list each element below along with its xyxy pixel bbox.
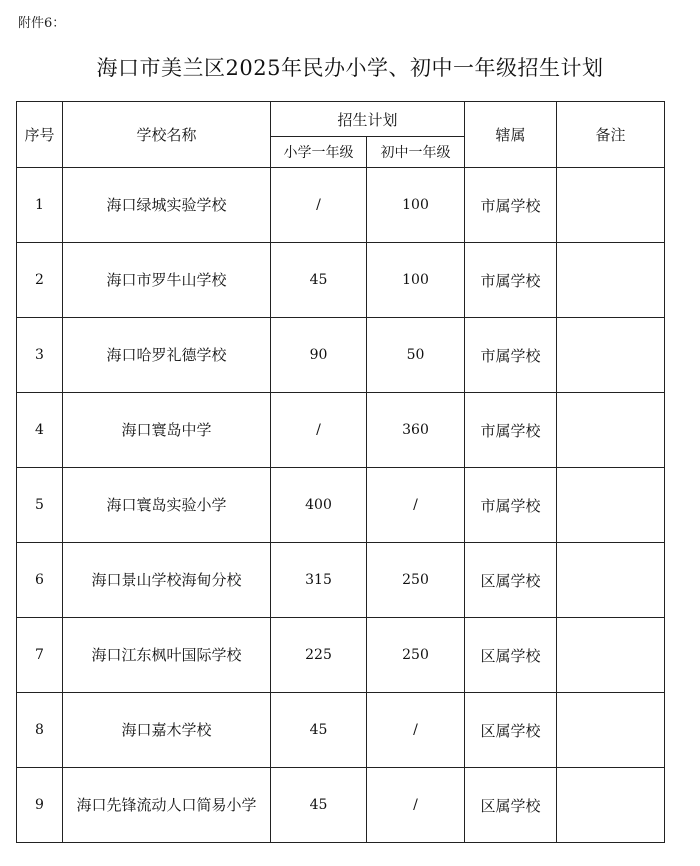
cell-affiliation: 市属学校 bbox=[465, 468, 557, 543]
table-row bbox=[17, 618, 665, 693]
cell-junior-plan: 360 bbox=[367, 393, 465, 468]
cell-school-name: 海口嘉木学校 bbox=[63, 693, 271, 768]
cell-index: 2 bbox=[17, 243, 63, 318]
cell-affiliation: 区属学校 bbox=[465, 543, 557, 618]
cell-affiliation: 市属学校 bbox=[465, 168, 557, 243]
header-affiliation: 辖属 bbox=[465, 102, 557, 168]
cell-junior-plan: / bbox=[367, 693, 465, 768]
cell-school-name: 海口景山学校海甸分校 bbox=[63, 543, 271, 618]
cell-school-name: 海口绿城实验学校 bbox=[63, 168, 271, 243]
cell-junior-plan: / bbox=[367, 768, 465, 843]
cell-junior-plan: / bbox=[367, 468, 465, 543]
cell-index: 9 bbox=[17, 768, 63, 843]
cell-junior-plan: 100 bbox=[367, 168, 465, 243]
cell-school-name: 海口市罗牛山学校 bbox=[63, 243, 271, 318]
table-row bbox=[17, 168, 665, 243]
cell-index: 4 bbox=[17, 393, 63, 468]
table-row bbox=[17, 768, 665, 843]
cell-remarks bbox=[557, 468, 665, 543]
table-row bbox=[17, 693, 665, 768]
cell-primary-plan: 90 bbox=[271, 318, 367, 393]
attachment-label: 附件6： bbox=[18, 16, 66, 31]
table-row bbox=[17, 543, 665, 618]
cell-remarks bbox=[557, 243, 665, 318]
header-enrollment-plan: 招生计划 bbox=[271, 102, 465, 137]
header-index: 序号 bbox=[17, 102, 63, 168]
cell-primary-plan: / bbox=[271, 168, 367, 243]
cell-junior-plan: 250 bbox=[367, 618, 465, 693]
cell-index: 1 bbox=[17, 168, 63, 243]
cell-remarks bbox=[557, 693, 665, 768]
cell-primary-plan: 45 bbox=[271, 768, 367, 843]
table-body bbox=[17, 168, 665, 843]
cell-index: 6 bbox=[17, 543, 63, 618]
cell-school-name: 海口江东枫叶国际学校 bbox=[63, 618, 271, 693]
table-row bbox=[17, 393, 665, 468]
cell-junior-plan: 50 bbox=[367, 318, 465, 393]
cell-remarks bbox=[557, 618, 665, 693]
table-row bbox=[17, 318, 665, 393]
cell-primary-plan: 45 bbox=[271, 693, 367, 768]
cell-school-name: 海口寰岛中学 bbox=[63, 393, 271, 468]
header-school-name: 学校名称 bbox=[63, 102, 271, 168]
cell-index: 5 bbox=[17, 468, 63, 543]
cell-remarks bbox=[557, 543, 665, 618]
cell-remarks bbox=[557, 318, 665, 393]
cell-affiliation: 市属学校 bbox=[465, 243, 557, 318]
cell-primary-plan: / bbox=[271, 393, 367, 468]
table-row bbox=[17, 468, 665, 543]
cell-junior-plan: 100 bbox=[367, 243, 465, 318]
cell-primary-plan: 315 bbox=[271, 543, 367, 618]
cell-affiliation: 区属学校 bbox=[465, 693, 557, 768]
cell-primary-plan: 225 bbox=[271, 618, 367, 693]
cell-remarks bbox=[557, 393, 665, 468]
cell-index: 3 bbox=[17, 318, 63, 393]
table-row bbox=[17, 243, 665, 318]
header-primary-grade1: 小学一年级 bbox=[271, 137, 367, 168]
cell-remarks bbox=[557, 768, 665, 843]
cell-affiliation: 区属学校 bbox=[465, 618, 557, 693]
cell-index: 8 bbox=[17, 693, 63, 768]
cell-index: 7 bbox=[17, 618, 63, 693]
cell-primary-plan: 45 bbox=[271, 243, 367, 318]
cell-primary-plan: 400 bbox=[271, 468, 367, 543]
cell-remarks bbox=[557, 168, 665, 243]
header-remarks: 备注 bbox=[557, 102, 665, 168]
cell-school-name: 海口哈罗礼德学校 bbox=[63, 318, 271, 393]
cell-junior-plan: 250 bbox=[367, 543, 465, 618]
cell-affiliation: 市属学校 bbox=[465, 318, 557, 393]
cell-affiliation: 市属学校 bbox=[465, 393, 557, 468]
header-junior-grade1: 初中一年级 bbox=[367, 137, 465, 168]
enrollment-plan-table bbox=[16, 101, 665, 843]
cell-affiliation: 区属学校 bbox=[465, 768, 557, 843]
document-title: 海口市美兰区2025年民办小学、初中一年级招生计划 bbox=[96, 56, 604, 80]
cell-school-name: 海口先锋流动人口简易小学 bbox=[63, 768, 271, 843]
cell-school-name: 海口寰岛实验小学 bbox=[63, 468, 271, 543]
